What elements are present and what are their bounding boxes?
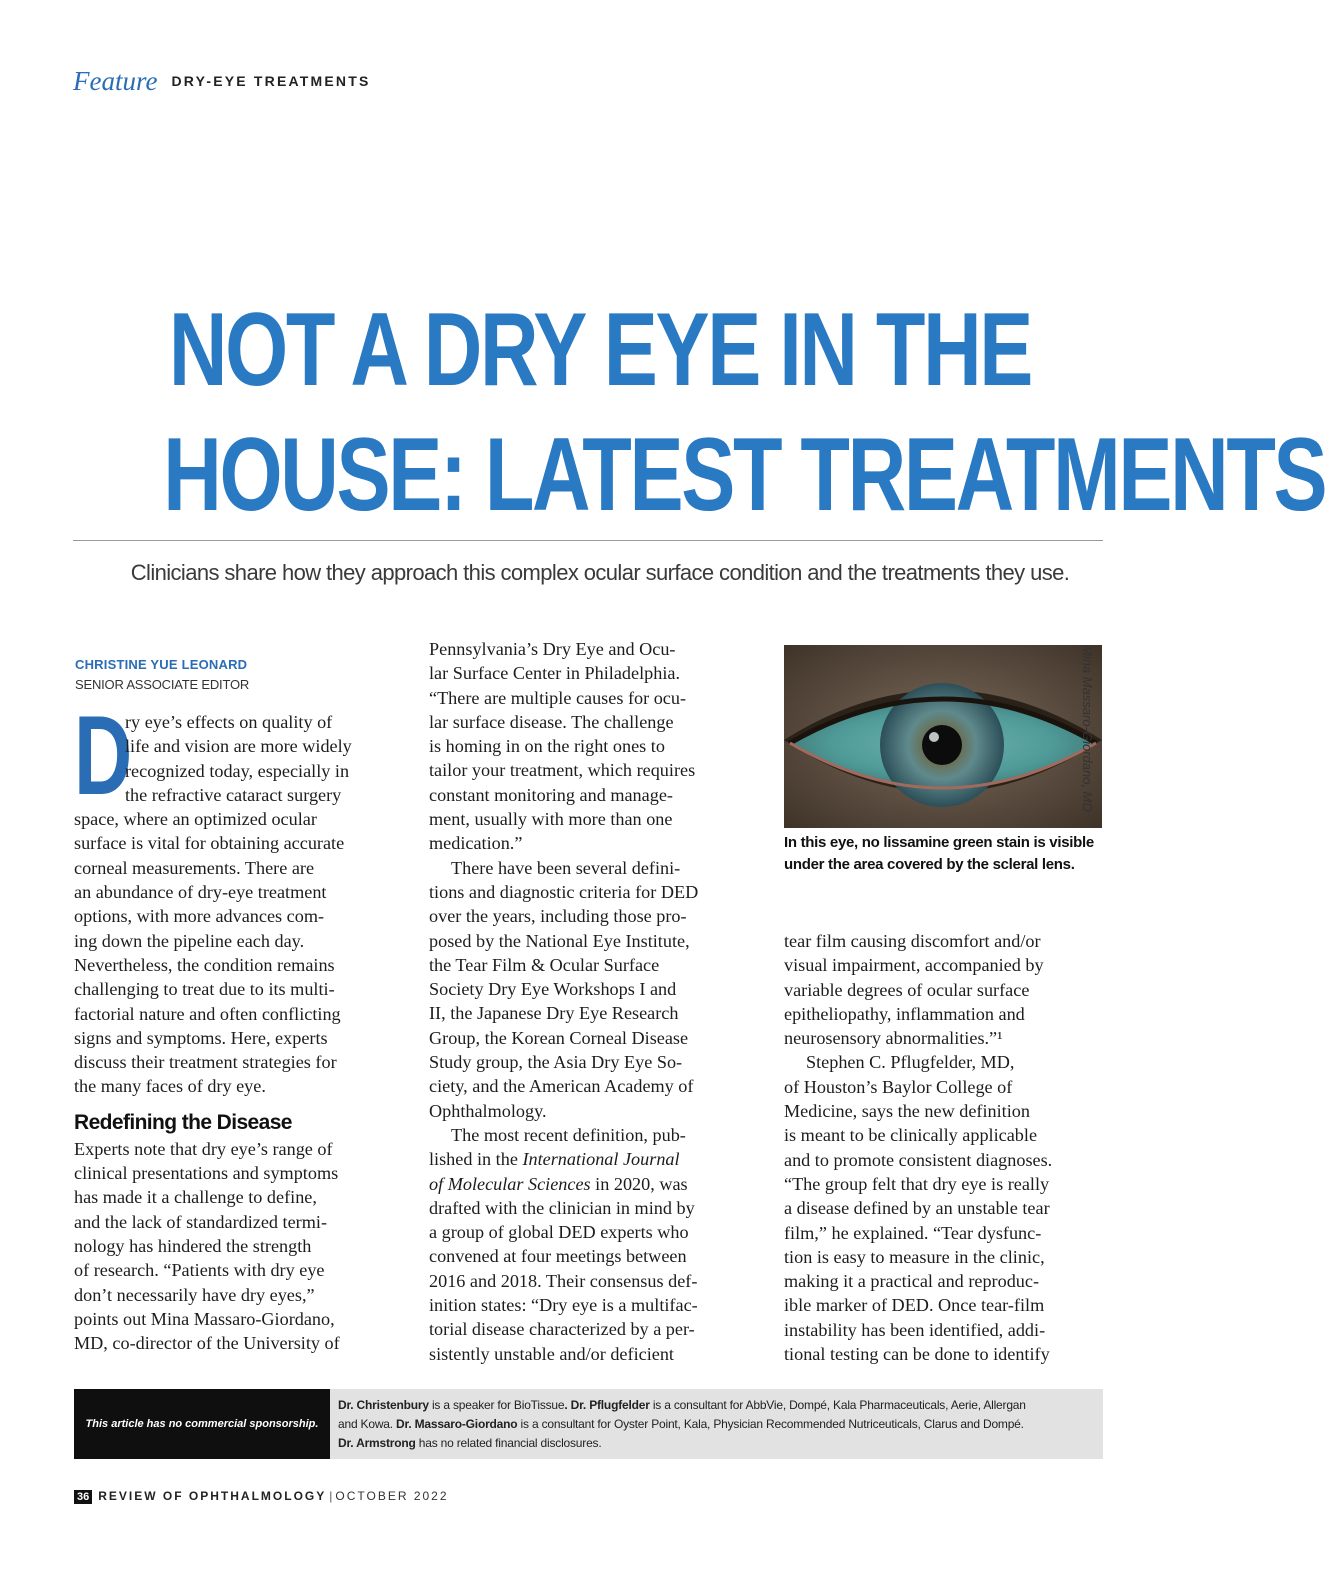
text-line: Nevertheless, the condition remains [74,954,335,975]
disclosure-name: Dr. Armstrong [338,1436,416,1450]
text-line: ry eye’s effects on quality of [125,712,333,732]
text-line: MD, co-director of the University of [74,1333,340,1354]
folio-separator: | [329,1489,333,1503]
text-line: Experts note that dry eye’s range of [74,1138,333,1159]
photo-credit: Mina Massaro-Giordano, MD [1080,645,1095,812]
text-line: recognized today, especially in [125,760,350,781]
text-line: “The group felt that dry eye is really [784,1173,1050,1194]
text-line: Pennsylvania’s Dry Eye and Ocu- [429,639,676,659]
text-line: visual impairment, accompanied by [784,955,1044,976]
text-line: a group of global DED experts who [429,1222,689,1243]
journal-title: International Journal [522,1149,680,1170]
text-line: “There are multiple causes for ocu- [429,687,687,708]
text-line: challenging to treat due to its multi- [74,979,335,1000]
text-line: Stephen C. Pflugfelder, MD, [806,1052,1015,1073]
text-line: epitheliopathy, inflammation and [784,1003,1025,1024]
col2-paragraph-1 [429,637,759,856]
text-line: drafted with the clinician in mind by [429,1197,695,1218]
text-line: a disease defined by an unstable tear [784,1198,1050,1219]
disclosure-name: . Dr. Pflugfelder [564,1398,650,1412]
text-line: ciety, and the American Academy of [429,1076,694,1097]
text-line: tailor your treatment, which requires [429,760,696,781]
kicker-feature: Feature [73,66,158,96]
text-line: convened at four meetings between [429,1246,687,1267]
col3-paragraph-1 [784,929,1114,1050]
col1-paragraph-1 [74,693,404,1099]
drop-cap: D [74,693,133,818]
text-line: Society Dry Eye Workshops I and [429,979,677,1000]
text-line: the Tear Film & Ocular Surface [429,954,660,975]
text-line: instability has been identified, addi- [784,1319,1046,1340]
text-line: over the years, including those pro- [429,906,687,927]
text-line: signs and symptoms. Here, experts [74,1027,328,1048]
issue-date: OCTOBER 2022 [335,1489,449,1503]
text-line: don’t necessarily have dry eyes,” [74,1284,315,1305]
col2-paragraph-3 [429,1123,759,1366]
text-line: ible marker of DED. Once tear-film [784,1295,1045,1316]
journal-name: REVIEW OF OPHTHALMOLOGY [98,1489,327,1503]
text-line: Study group, the Asia Dry Eye So- [429,1052,683,1073]
text-line: the many faces of dry eye. [74,1076,266,1097]
text-line: 2016 and 2018. Their consensus def- [429,1270,698,1291]
disclosure-box [330,1389,1103,1459]
page-number: 36 [74,1490,92,1504]
text-line: points out Mina Massaro-Giordano, [74,1308,335,1329]
sponsorship-box [74,1389,330,1459]
journal-title: of Molecular Sciences [429,1173,591,1194]
text-line: film,” he explained. “Tear dysfunc- [784,1222,1042,1243]
col2-paragraph-2 [429,856,759,1123]
text-line: and to promote consistent diagnoses. [784,1149,1053,1170]
text-run: lished in the [429,1149,523,1170]
text-line: tional testing can be done to identify [784,1344,1050,1365]
text-run: in 2020, was [590,1173,688,1194]
headline-rule [73,540,1103,541]
text-line: options, with more advances com- [74,906,325,927]
eye-photo-image [784,645,1102,828]
byline-title: SENIOR ASSOCIATE EDITOR [75,677,250,692]
text-line: life and vision are more widely [125,736,352,757]
text-line: of Houston’s Baylor College of [784,1076,1013,1097]
text-line: of research. “Patients with dry eye [74,1260,325,1281]
text-line: torial disease characterized by a per- [429,1319,695,1340]
text-line: and the lack of standardized termi- [74,1211,327,1232]
text-line: The most recent definition, pub- [451,1124,686,1145]
column-3 [784,929,1114,1366]
text-line: Medicine, says the new definition [784,1101,1030,1122]
text-line: is homing in on the right ones to [429,736,665,757]
text-line: neurosensory abnormalities.”¹ [784,1028,1003,1049]
headline-line-2: HOUSE: LATEST TREATMENTS [163,417,1325,533]
subhead: Redefining the Disease [74,1110,292,1134]
disclosure-name: Dr. Christenbury [338,1398,429,1412]
text-line: discuss their treatment strategies for [74,1052,337,1073]
text-line [429,1172,759,1196]
col3-paragraph-2 [784,1050,1114,1366]
disclosure-text: has no related financial disclosures. [415,1436,602,1450]
figure-caption: In this eye, no lissamine green stain is visible under the area covered by the scleral lens. [784,834,1094,873]
text-line: tion is easy to measure in the clinic, [784,1246,1045,1267]
text-line: the refractive cataract surgery [125,784,342,805]
text-line: tions and diagnostic criteria for DED [429,881,699,902]
text-line: posed by the National Eye Institute, [429,930,690,951]
text-line: making it a practical and reproduc- [784,1271,1040,1292]
text-line: Group, the Korean Corneal Disease [429,1027,689,1048]
col1-paragraph-2 [74,1137,404,1356]
text-line [429,1147,759,1171]
column-2 [429,637,759,1366]
text-line: nology has hindered the strength [74,1235,312,1256]
text-line: factorial nature and often conflicting [74,1003,341,1024]
text-line: clinical presentations and symptoms [74,1163,339,1184]
text-line: surface is vital for obtaining accurate [74,833,345,854]
disclosure-text: is a consultant for Oyster Point, Kala, Physician Recommended Nutriceuticals, Clarus and Dompé. [517,1417,1024,1431]
disclosure-text: and Kowa. [338,1417,397,1431]
text-line: lar surface disease. The challenge [429,711,674,732]
text-line: variable degrees of ocular surface [784,979,1030,1000]
text-line: an abundance of dry-eye treatment [74,882,327,903]
text-line: sistently unstable and/or deficient [429,1343,674,1364]
text-line: Ophthalmology. [429,1100,547,1121]
disclosure-text: is a consultant for AbbVie, Dompé, Kala Pharmaceuticals, Aerie, Allergan [649,1398,1026,1412]
text-line: ment, usually with more than one [429,809,673,830]
text-line: corneal measurements. There are [74,857,315,878]
text-line: is meant to be clinically applicable [784,1125,1038,1146]
text-line: tear film causing discomfort and/or [784,931,1041,951]
dek: Clinicians share how they approach this complex ocular surface condition and the treatments they use. [130,560,1070,585]
headline-line-1: NOT A DRY EYE IN THE [168,292,1032,408]
text-line: has made it a challenge to define, [74,1187,317,1208]
text-line: lar Surface Center in Philadelphia. [429,663,681,684]
disclosure-name: Dr. Massaro-Giordano [396,1417,518,1431]
disclosure-text: is a speaker for BioTissue [428,1398,565,1412]
byline-name: CHRISTINE YUE LEONARD [75,657,248,672]
folio [74,1489,449,1504]
text-line: inition states: “Dry eye is a multifac- [429,1295,698,1316]
text-line: There have been several defini- [451,857,681,878]
column-1 [74,693,404,1355]
eye-photo [784,645,1102,828]
text-line: constant monitoring and manage- [429,784,673,805]
kicker-section: DRY-EYE TREATMENTS [171,73,371,89]
text-line: ing down the pipeline each day. [74,930,305,951]
text-line: space, where an optimized ocular [74,809,317,830]
text-line: II, the Japanese Dry Eye Research [429,1003,679,1024]
text-line: medication.” [429,833,523,854]
kicker [73,66,371,97]
sponsorship-note: This article has no commercial sponsorship. [85,1418,319,1430]
